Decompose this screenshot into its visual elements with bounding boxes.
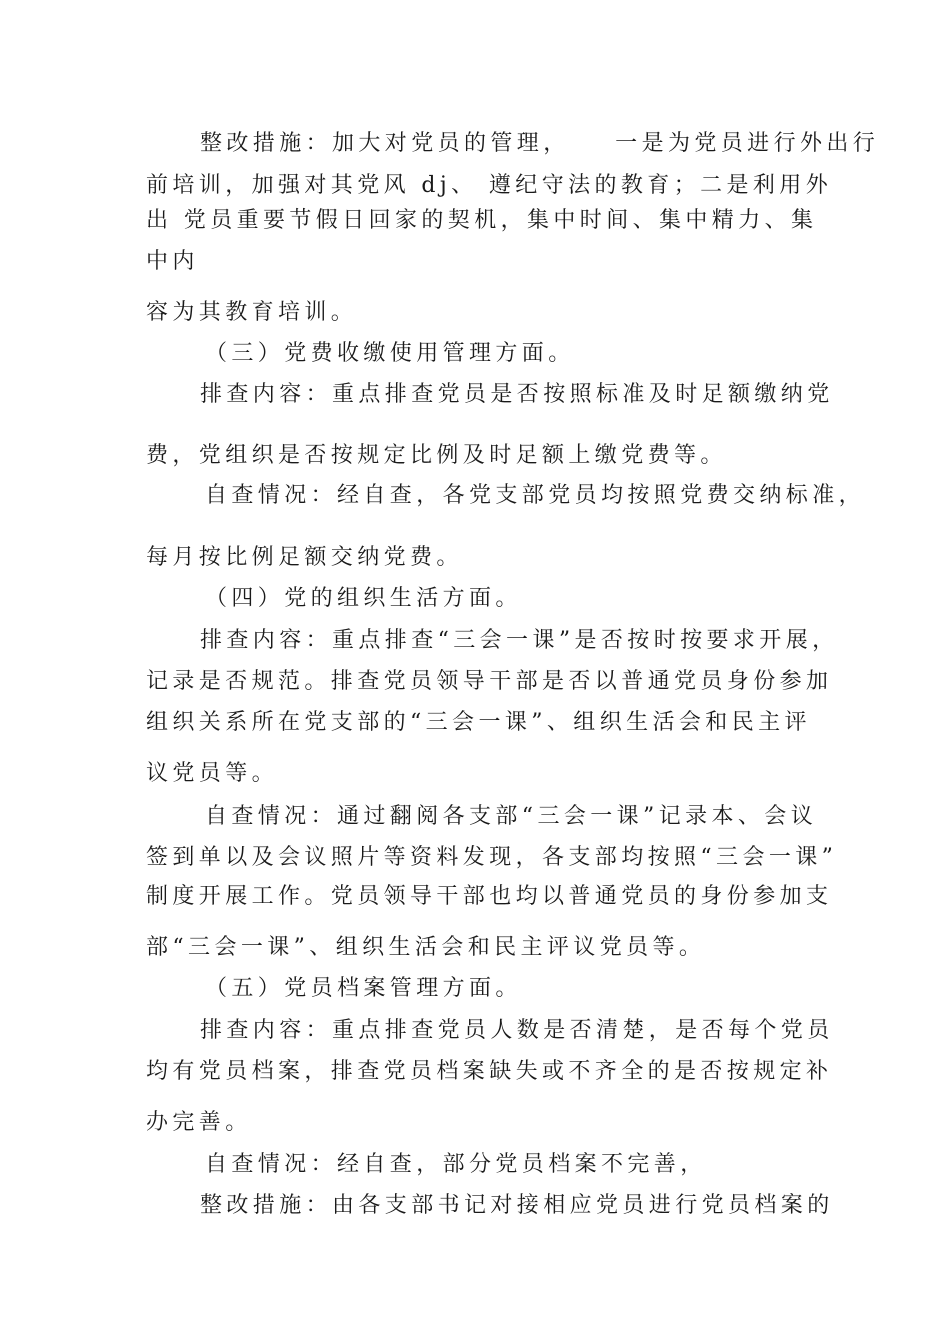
section-heading: （四）党的组织生活方面。 [205,586,522,611]
section-heading: （五）党员档案管理方面。 [205,976,522,1001]
paragraph-line: 部“三会一课”、组织生活会和民主评议党员等。 [146,935,706,960]
paragraph-line: 自查情况：经自查，部分党员档案不完善， [205,1152,707,1177]
paragraph-line: 记录是否规范。排查党员领导干部是否以普通党员身份参加 [146,669,833,694]
paragraph-line: 费，党组织是否按规定比例及时足额上缴党费等。 [146,443,727,468]
paragraph-line: 每月按比例足额交纳党费。 [146,545,463,570]
paragraph-line: 整改措施：由各支部书记对接相应党员进行党员档案的 [200,1193,834,1218]
paragraph-line: 议党员等。 [146,761,279,786]
paragraph-line: 自查情况：通过翻阅各支部“三会一课”记录本、会议 [205,804,818,829]
paragraph-line: 排查内容：重点排查党员是否按照标准及时足额缴纳党 [200,382,834,407]
paragraph-line: 排查内容：重点排查党员人数是否清楚，是否每个党员 [200,1018,834,1043]
paragraph-line: 整改措施：加大对党员的管理， 一是为党员进行外出行 [200,131,880,156]
paragraph-line: 办完善。 [146,1110,252,1135]
paragraph-line: 组织关系所在党支部的“三会一课”、组织生活会和民主评 [146,710,811,735]
paragraph-line: 制度开展工作。党员领导干部也均以普通党员的身份参加支 [146,884,833,909]
paragraph-line: 容为其教育培训。 [146,300,358,325]
paragraph-line: 前培训，加强对其党风 dj、 遵纪守法的教育；二是利用外 [146,173,833,198]
paragraph-line: 自查情况：经自查，各党支部党员均按照党费交纳标准， [205,483,866,508]
paragraph-line: 出 党员重要节假日回家的契机，集中时间、集中精力、集 [146,208,818,233]
paragraph-line: 排查内容：重点排查“三会一课”是否按时按要求开展， [200,628,839,653]
paragraph-line: 签到单以及会议照片等资料发现，各支部均按照“三会一课” [146,845,838,870]
paragraph-line: 中内 [146,249,199,274]
section-heading: （三）党费收缴使用管理方面。 [205,341,575,366]
paragraph-line: 均有党员档案，排查党员档案缺失或不齐全的是否按规定补 [146,1059,833,1084]
